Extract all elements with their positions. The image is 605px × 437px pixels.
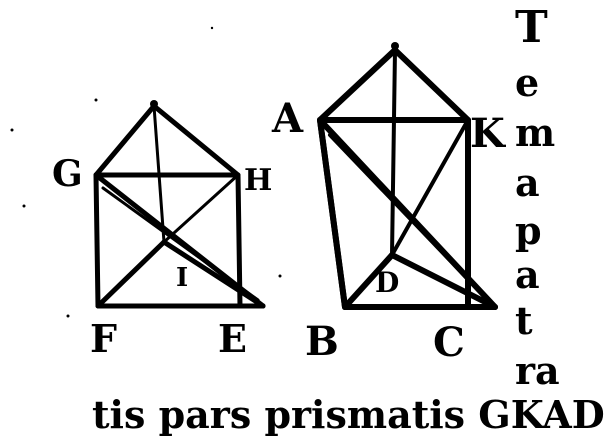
left-base-f-i	[98, 242, 164, 306]
label-B: B	[305, 318, 339, 365]
margin-line-1: T	[515, 2, 548, 53]
margin-line-7: t	[515, 298, 533, 343]
label-D: D	[375, 266, 400, 299]
right-diagonal-a-c-b	[330, 135, 488, 300]
right-prism-outline	[320, 50, 495, 307]
label-C: C	[433, 319, 465, 366]
label-G: G	[52, 153, 83, 195]
label-H: H	[244, 163, 273, 198]
margin-line-5: p	[515, 208, 542, 253]
right-base-d-c	[392, 255, 495, 307]
label-A: A	[272, 95, 304, 142]
bottom-text-line: tis pars prismatis GKAD	[92, 392, 605, 437]
left-apex-dot	[150, 100, 158, 108]
left-f-to-h	[164, 175, 238, 242]
right-apex-axis	[392, 50, 395, 255]
margin-line-2: e	[515, 60, 540, 105]
right-apex-dot	[391, 42, 399, 50]
label-E: E	[218, 316, 247, 361]
margin-line-8: ra	[515, 348, 560, 393]
right-prism-figure	[320, 50, 495, 307]
margin-line-6: a	[515, 252, 540, 297]
label-F: F	[90, 316, 117, 361]
margin-line-4: a	[515, 160, 540, 205]
margin-line-3: m	[515, 110, 556, 155]
label-K: K	[470, 110, 505, 157]
label-I: I	[176, 263, 189, 293]
